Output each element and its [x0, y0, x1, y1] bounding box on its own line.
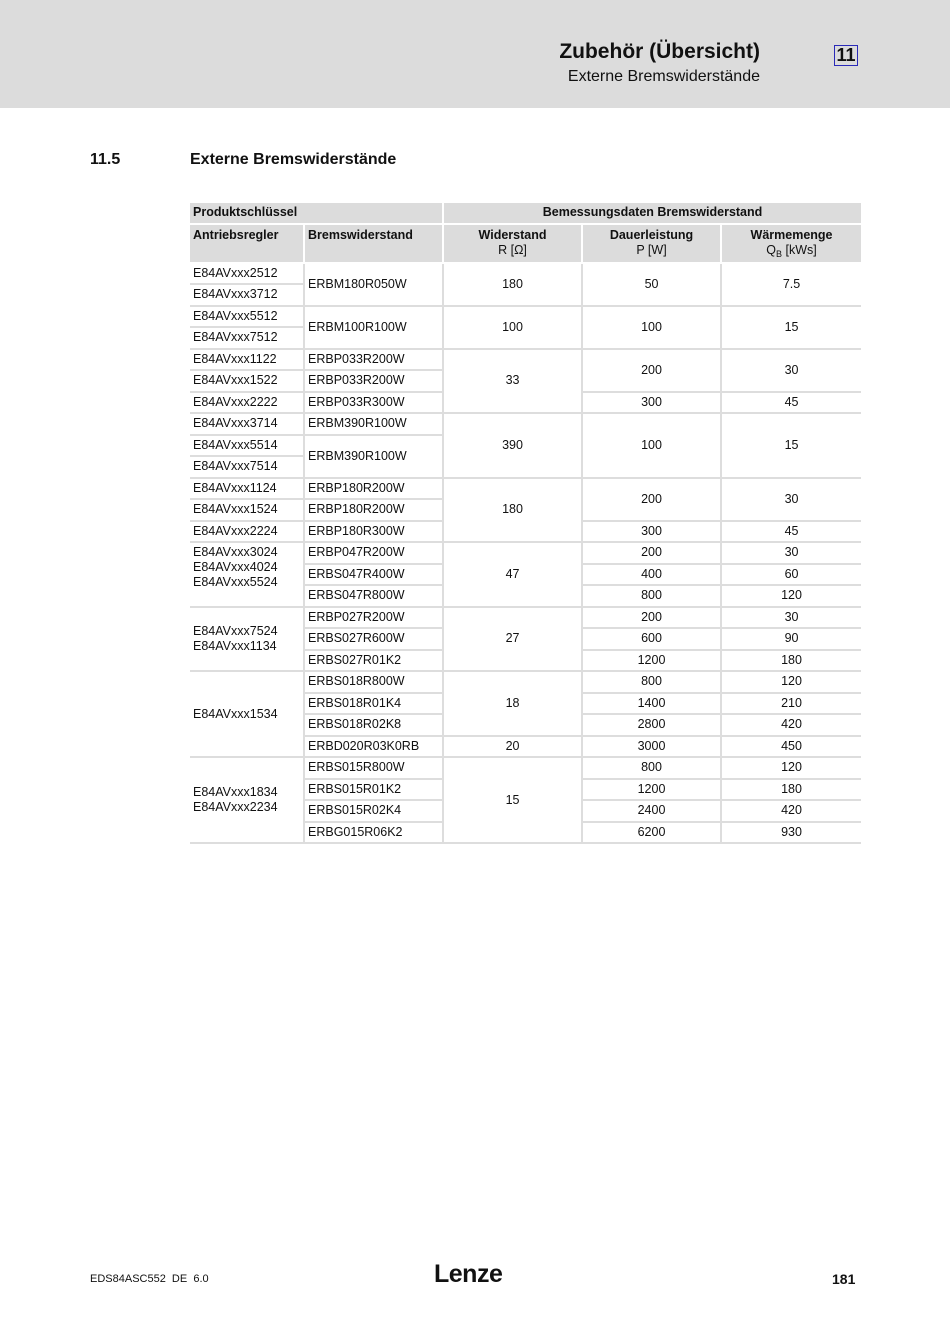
resistor-cell: ERBP033R200W: [304, 349, 443, 371]
drive-name: E84AVxxx4024: [193, 560, 278, 574]
heat-cell: 45: [721, 521, 861, 543]
power-cell: 800: [582, 757, 721, 779]
resistor-cell: ERBS027R600W: [304, 628, 443, 650]
resistor-cell: ERBM100R100W: [304, 306, 443, 349]
power-cell: 200: [582, 607, 721, 629]
heat-unit-kws: [kWs]: [782, 242, 817, 257]
resistance-cell: 15: [443, 757, 582, 843]
header-heat-unit: [725, 243, 858, 262]
heat-cell: 420: [721, 714, 861, 736]
resistor-cell: ERBS015R800W: [304, 757, 443, 779]
drive-cell: E84AVxxx5514: [190, 435, 304, 457]
heat-cell: 7.5: [721, 263, 861, 306]
heat-cell: 30: [721, 478, 861, 521]
header-heat: [721, 224, 861, 263]
resistor-cell: ERBS047R800W: [304, 585, 443, 607]
power-cell: 200: [582, 478, 721, 521]
resistor-cell: ERBP180R200W: [304, 478, 443, 500]
header-power-unit: P [W]: [636, 242, 667, 257]
power-cell: 50: [582, 263, 721, 306]
drive-cell: E84AVxxx3712: [190, 284, 304, 306]
resistor-cell: ERBS018R01K4: [304, 693, 443, 715]
header-resistor: Bremswiderstand: [304, 224, 443, 263]
resistor-cell: ERBP180R200W: [304, 499, 443, 521]
resistor-cell: ERBP033R200W: [304, 370, 443, 392]
chapter-number-link[interactable]: 11: [834, 45, 858, 66]
heat-cell: 930: [721, 822, 861, 844]
power-cell: 2400: [582, 800, 721, 822]
resistor-cell: ERBS015R01K2: [304, 779, 443, 801]
power-cell: 100: [582, 413, 721, 478]
heat-cell: 420: [721, 800, 861, 822]
header-resistance-label: Widerstand: [478, 227, 547, 242]
resistor-cell: ERBS027R01K2: [304, 650, 443, 672]
heat-unit-sub: B: [776, 248, 783, 259]
header-heat-label: Wärmemenge: [750, 227, 833, 242]
resistor-cell: ERBS018R02K8: [304, 714, 443, 736]
drive-cell: E84AVxxx1522: [190, 370, 304, 392]
drive-cell: E84AVxxx2512: [190, 263, 304, 285]
drive-cell: E84AVxxx2224: [190, 521, 304, 543]
table-row: [190, 349, 861, 371]
drive-cell: E84AVxxx5512: [190, 306, 304, 328]
resistor-cell: ERBM390R100W: [304, 413, 443, 435]
header-power: [582, 224, 721, 263]
heat-cell: 60: [721, 564, 861, 586]
heat-cell: 90: [721, 628, 861, 650]
resistor-cell: ERBD020R03K0RB: [304, 736, 443, 758]
drive-name: E84AVxxx7524: [193, 623, 278, 638]
power-cell: 2800: [582, 714, 721, 736]
drive-cell: [190, 607, 304, 672]
resistor-cell: ERBS047R400W: [304, 564, 443, 586]
power-cell: 1200: [582, 650, 721, 672]
table-row: [190, 671, 861, 693]
resistance-cell: 27: [443, 607, 582, 672]
power-cell: 100: [582, 306, 721, 349]
drive-name: E84AVxxx2234: [193, 800, 278, 814]
page-title: Zubehör (Übersicht): [559, 40, 760, 63]
power-cell: 1200: [582, 779, 721, 801]
resistor-cell: ERBP027R200W: [304, 607, 443, 629]
braking-resistor-table: [190, 203, 861, 844]
resistance-cell: 18: [443, 671, 582, 736]
drive-cell: E84AVxxx1122: [190, 349, 304, 371]
header-resistance-unit: R [Ω]: [498, 242, 527, 257]
resistance-cell: 180: [443, 478, 582, 543]
heat-cell: 120: [721, 757, 861, 779]
resistor-cell: ERBP047R200W: [304, 542, 443, 564]
table-row: [190, 306, 861, 328]
document-id: EDS84ASC552 DE 6.0: [90, 1273, 209, 1285]
drive-cell: E84AVxxx3714: [190, 413, 304, 435]
section-number: 11.5: [90, 151, 121, 168]
power-cell: 300: [582, 392, 721, 414]
resistor-cell: ERBP033R300W: [304, 392, 443, 414]
drive-cell: E84AVxxx2222: [190, 392, 304, 414]
header-drive: Antriebsregler: [190, 224, 304, 263]
page-subtitle: Externe Bremswiderstände: [567, 68, 760, 85]
heat-unit-q: Q: [766, 242, 777, 257]
resistor-cell: ERBS018R800W: [304, 671, 443, 693]
drive-cell: [190, 757, 304, 843]
power-cell: 200: [582, 349, 721, 392]
drive-name: E84AVxxx1834: [193, 785, 278, 799]
heat-cell: 15: [721, 306, 861, 349]
table-row: [190, 757, 861, 779]
heat-cell: 210: [721, 693, 861, 715]
heat-cell: 30: [721, 607, 861, 629]
table-row: [190, 542, 861, 564]
drive-cell: E84AVxxx1124: [190, 478, 304, 500]
resistance-cell: 100: [443, 306, 582, 349]
heat-cell: 30: [721, 349, 861, 392]
header-power-label: Dauerleistung: [609, 227, 694, 242]
table-row: [190, 607, 861, 629]
resistor-cell: ERBM390R100W: [304, 435, 443, 478]
resistor-cell: ERBG015R06K2: [304, 822, 443, 844]
lenze-logo: Lenze: [434, 1260, 503, 1288]
resistance-cell: 47: [443, 542, 582, 607]
section-title: Externe Bremswiderstände: [190, 151, 397, 168]
power-cell: 400: [582, 564, 721, 586]
resistance-cell: 33: [443, 349, 582, 414]
resistor-cell: ERBP180R300W: [304, 521, 443, 543]
resistor-cell: ERBM180R050W: [304, 263, 443, 306]
heat-cell: 45: [721, 392, 861, 414]
power-cell: 200: [582, 542, 721, 564]
drive-cell: E84AVxxx7512: [190, 327, 304, 349]
header-rated-data: Bemessungsdaten Bremswiderstand: [443, 203, 861, 224]
power-cell: 800: [582, 585, 721, 607]
drive-cell: [190, 542, 304, 607]
resistor-cell: ERBS015R02K4: [304, 800, 443, 822]
power-cell: 600: [582, 628, 721, 650]
resistance-cell: 390: [443, 413, 582, 478]
power-cell: 6200: [582, 822, 721, 844]
header-band: [0, 0, 950, 108]
page-number: 181: [832, 1271, 856, 1287]
heat-cell: 120: [721, 671, 861, 693]
power-cell: 800: [582, 671, 721, 693]
table-row: [190, 478, 861, 500]
heat-cell: 450: [721, 736, 861, 758]
drive-cell: E84AVxxx1524: [190, 499, 304, 521]
resistance-cell: 180: [443, 263, 582, 306]
heat-cell: 15: [721, 413, 861, 478]
heat-cell: 120: [721, 585, 861, 607]
drive-name: E84AVxxx3024: [193, 545, 278, 559]
resistance-cell: 20: [443, 736, 582, 758]
drive-name: E84AVxxx1134: [193, 638, 277, 653]
header-product-key: Produktschlüssel: [190, 203, 443, 224]
drive-name: E84AVxxx5524: [193, 575, 278, 589]
power-cell: 3000: [582, 736, 721, 758]
power-cell: 1400: [582, 693, 721, 715]
power-cell: 300: [582, 521, 721, 543]
table-row: [190, 413, 861, 435]
heat-cell: 180: [721, 779, 861, 801]
table-row: [190, 263, 861, 285]
heat-cell: 30: [721, 542, 861, 564]
heat-cell: 180: [721, 650, 861, 672]
drive-cell: E84AVxxx1534: [190, 671, 304, 757]
drive-cell: E84AVxxx7514: [190, 456, 304, 478]
header-resistance: [443, 224, 582, 263]
